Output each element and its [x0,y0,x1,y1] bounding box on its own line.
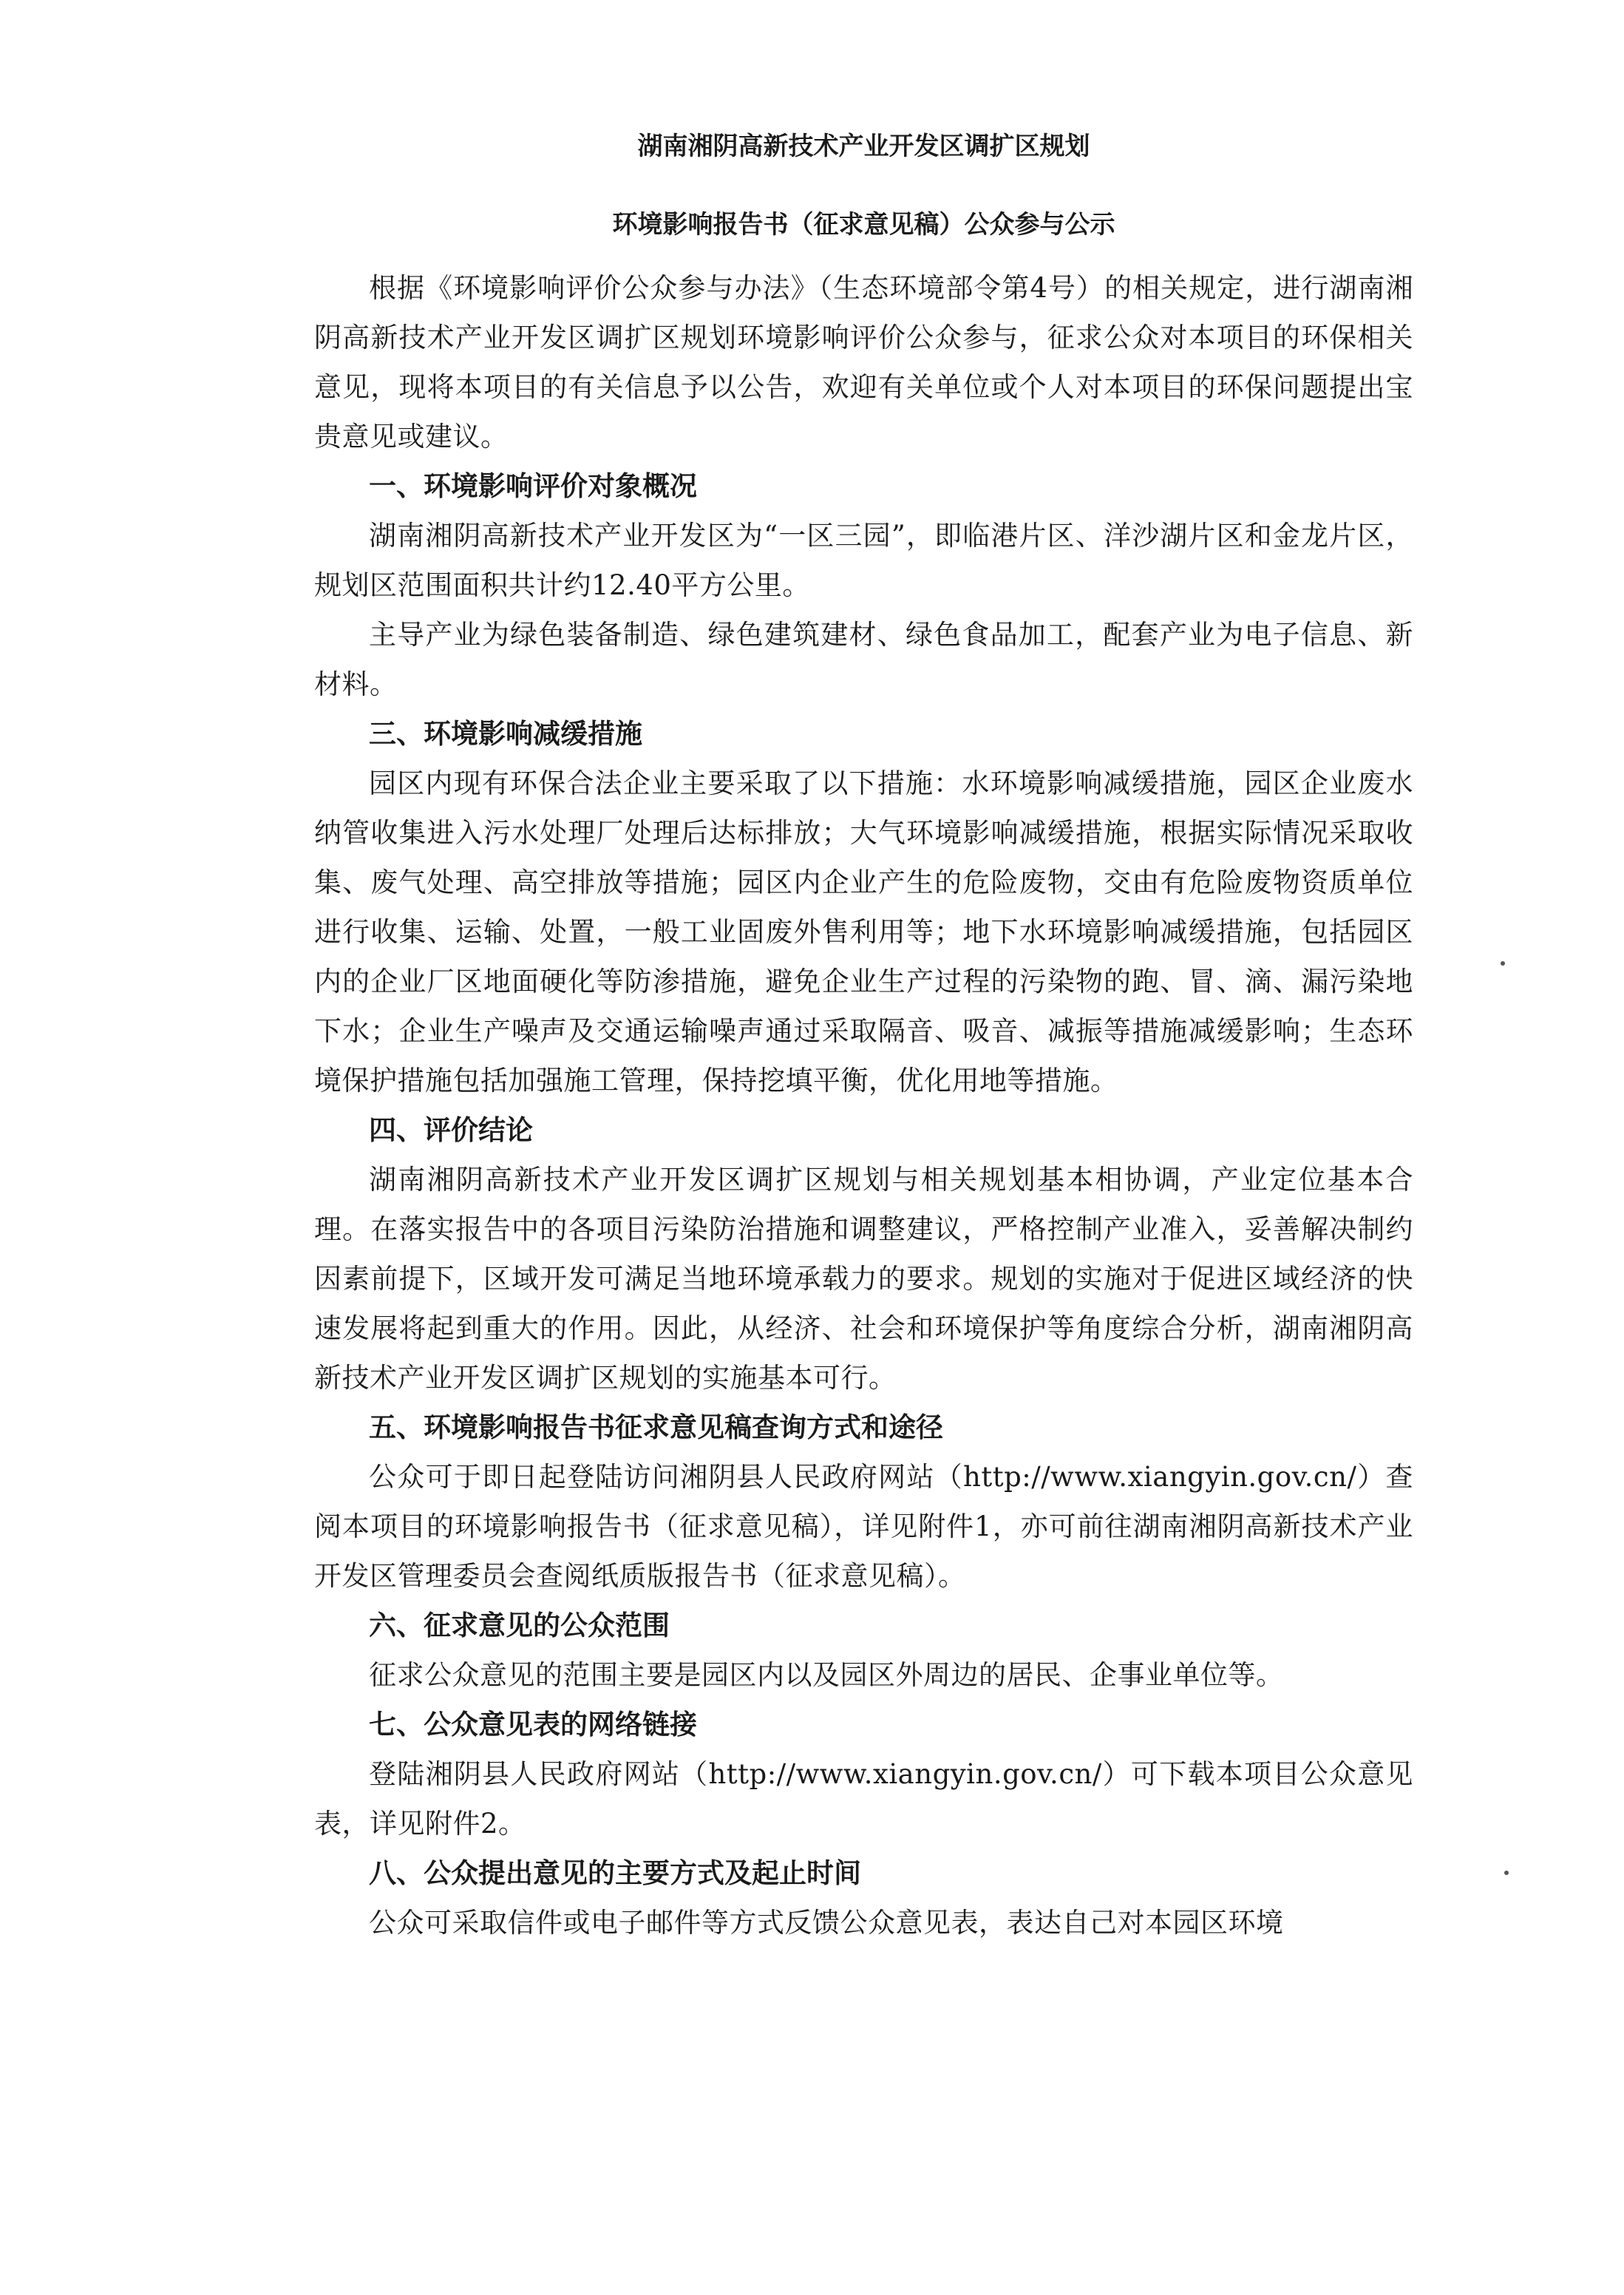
section-heading: 八、公众提出意见的主要方式及起止时间 [369,1857,861,1889]
section-heading: 一、环境影响评价对象概况 [369,469,697,502]
section-7 [314,1700,1413,1848]
section-6 [314,1601,1413,1700]
section-3 [314,709,1413,1105]
section-heading: 三、环境影响减缓措施 [369,717,642,750]
section-5 [314,1403,1413,1601]
section-paragraph: 公众可采取信件或电子邮件等方式反馈公众意见表，表达自己对本园区环境 [369,1907,1284,1939]
section-paragraph: 园区内现有环保合法企业主要采取了以下措施：水环境影响减缓措施，园区企业废水纳管收集进入污水处理厂处理后达标排放；大气环境影响减缓措施，根据实际情况采取收集、废气处理、高空排放等措施；园区内企业产生的危险废物，交由有危险废物资质单位进行收集、运输、处置，一般工业固废外售利用等；地下水环境影响减缓措施，包括园区内的企业厂区地面硬化等防渗措施，避免企业生产过程的污染物的跑、冒、滴、漏污染地下水；企业生产噪声及交通运输噪声通过采取隔音、吸音、减振等措施减缓影响；生态环境保护措施包括加强施工管理，保持挖填平衡，优化用地等措施。 [314,767,1413,1096]
section-paragraph: 主导产业为绿色装备制造、绿色建筑建材、绿色食品加工，配套产业为电子信息、新材料。 [314,619,1413,700]
scan-speck [1504,1871,1509,1875]
section-4 [314,1105,1413,1403]
section-heading: 五、环境影响报告书征求意见稿查询方式和途径 [369,1411,943,1443]
section-heading: 四、评价结论 [369,1113,533,1146]
section-paragraph: 湖南湘阴高新技术产业开发区调扩区规划与相关规划基本相协调，产业定位基本合理。在落实报告中的各项目污染防治措施和调整建议，严格控制产业准入，妥善解决制约因素前提下，区域开发可满足当地环境承载力的要求。规划的实施对于促进区域经济的快速发展将起到重大的作用。因此，从经济、社会和环境保护等角度综合分析，湖南湘阴高新技术产业开发区调扩区规划的实施基本可行。 [314,1164,1413,1394]
scan-speck [1501,961,1505,966]
section-heading: 六、征求意见的公众范围 [369,1609,670,1641]
section-paragraph: 湖南湘阴高新技术产业开发区为“一区三园”，即临港片区、洋沙湖片区和金龙片区，规划区范围面积共计约12.40平方公里。 [314,520,1413,601]
section-paragraph: 登陆湘阴县人民政府网站（http://www.xiangyin.gov.cn/）可下载本项目公众意见表，详见附件2。 [314,1758,1413,1840]
document-title-line2: 环境影响报告书（征求意见稿）公众参与公示 [612,210,1115,240]
section-paragraph: 征求公众意见的范围主要是园区内以及园区外周边的居民、企事业单位等。 [369,1659,1284,1691]
section-heading: 七、公众意见表的网络链接 [369,1708,697,1740]
section-8 [314,1848,1413,1947]
section-paragraph: 公众可于即日起登陆访问湘阴县人民政府网站（http://www.xiangyin.gov.cn/）查阅本项目的环境影响报告书（征求意见稿），详见附件1，亦可前往湖南湘阴高新技术产业开发区管理委员会查阅纸质版报告书（征求意见稿）。 [314,1461,1413,1592]
document-title-line1: 湖南湘阴高新技术产业开发区调扩区规划 [637,132,1090,161]
section-1 [314,461,1413,709]
intro-paragraph: 根据《环境影响评价公众参与办法》（生态环境部令第4号）的相关规定，进行湖南湘阴高新技术产业开发区调扩区规划环境影响评价公众参与，征求公众对本项目的环保相关意见，现将本项目的有关信息予以公告，欢迎有关单位或个人对本项目的环保问题提出宝贵意见或建议。 [314,272,1413,452]
